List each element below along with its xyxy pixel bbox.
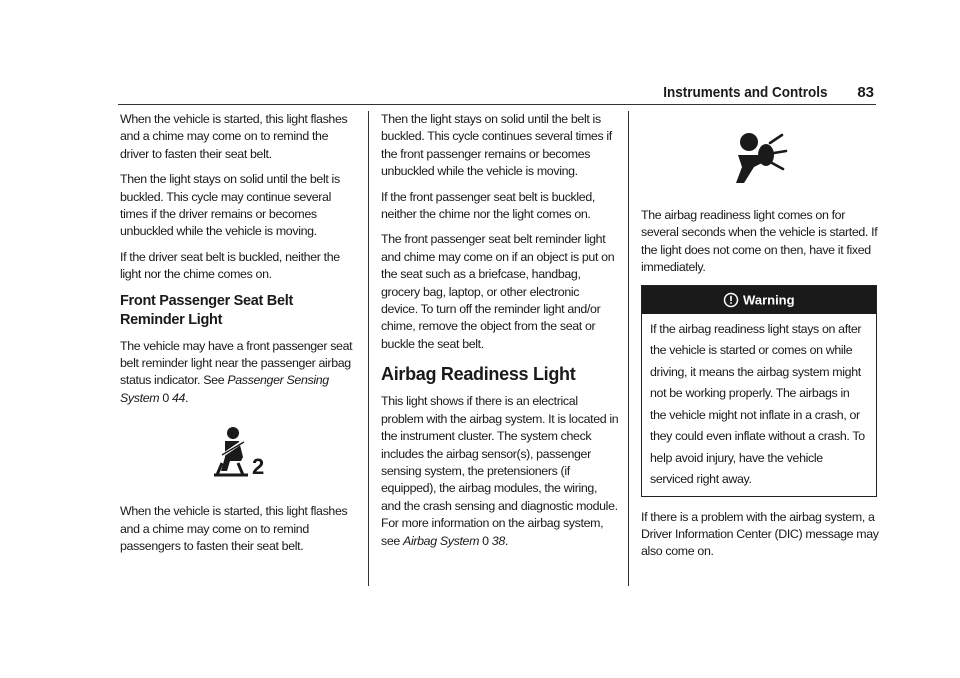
warning-title: Warning [743, 292, 795, 308]
paragraph: If there is a problem with the airbag system, a Driver Information Center (DIC) message may also come on. [641, 509, 879, 559]
seatbelt-reminder-icon [208, 427, 270, 479]
section-title: Instruments and Controls [663, 84, 828, 101]
passenger-seatbelt-icon-wrap [120, 427, 358, 479]
page-reference[interactable]: 38 [491, 533, 505, 548]
paragraph: The front passenger seat belt reminder light and chime may come on if an object is put on the seat such as a briefcase, handbag, grocery bag, laptop, or other electronic device. To turn off the reminder light and/or chime, remove the object from the seat or buckle the seat belt. [381, 232, 615, 351]
warning-icon [723, 292, 739, 308]
column-divider-2 [628, 111, 629, 586]
paragraph: The airbag readiness light comes on for several seconds when the vehicle is started. If the light does not come on then, have it fixed immediately. [641, 208, 878, 275]
paragraph: If the driver seat belt is buckled, neither the light nor the chime comes on. [120, 249, 340, 282]
cross-reference-link[interactable]: Passenger Sensing System [120, 373, 329, 405]
column-divider-1 [368, 111, 369, 586]
paragraph: When the vehicle is started, this light flashes and a chime may come on to remind passengers to fasten their seat belt. [120, 504, 348, 554]
section-heading: Front Passenger Seat Belt Reminder Light [120, 292, 293, 328]
header-divider [118, 104, 876, 105]
column-2 [381, 111, 619, 558]
paragraph: This light shows if there is an electrical problem with the airbag system. It is located in the instrument cluster. The system check includes the airbag sensor(s), passenger sensing system, the pretensioners (if equipped), the airbag modules, the wiring, and the crash sensing and diagnostic module. For more information on the airbag system, see Airbag System 0 38. [381, 394, 619, 548]
paragraph: If the front passenger seat belt is buckled, neither the chime nor the light comes on. [381, 189, 595, 222]
warning-text: If the airbag readiness light stays on after the vehicle is started or comes on while driving, it means the airbag system might not be working properly. The airbags in the vehicle might not inflate in a crash, or they could even inflate without a crash. To help avoid injury, have the vehicle serviced right away. [650, 321, 865, 487]
section-heading: Airbag Readiness Light [381, 364, 576, 385]
airbag-readiness-icon [732, 129, 788, 185]
page-number: 83 [857, 84, 874, 101]
warning-box [641, 285, 877, 497]
paragraph: Then the light stays on solid until the belt is buckled. This cycle continues several times if the front passenger remains or becomes unbuckled while the vehicle is moving. [381, 112, 612, 179]
warning-body [642, 314, 876, 496]
seat-number: 2 [252, 454, 265, 480]
paragraph: The vehicle may have a front passenger seat belt reminder light near the passenger airbag status indicator. See Passenger Sensing System 0 44. [120, 338, 353, 405]
page-reference[interactable]: 44 [171, 390, 186, 405]
page-arrow: 0 [482, 533, 489, 548]
column-3 [641, 111, 879, 569]
column-1 [120, 111, 358, 564]
paragraph: When the vehicle is started, this light flashes and a chime may come on to remind the driver to fasten their seat belt. [120, 112, 348, 161]
paragraph: Then the light stays on solid until the belt is buckled. This cycle may continue several times if the driver remains or becomes unbuckled while the vehicle is moving. [120, 172, 340, 239]
cross-reference-link[interactable]: Airbag System [403, 533, 480, 548]
warning-header [642, 286, 876, 314]
airbag-icon-wrap [641, 129, 879, 185]
page-arrow: 0 [162, 390, 169, 405]
